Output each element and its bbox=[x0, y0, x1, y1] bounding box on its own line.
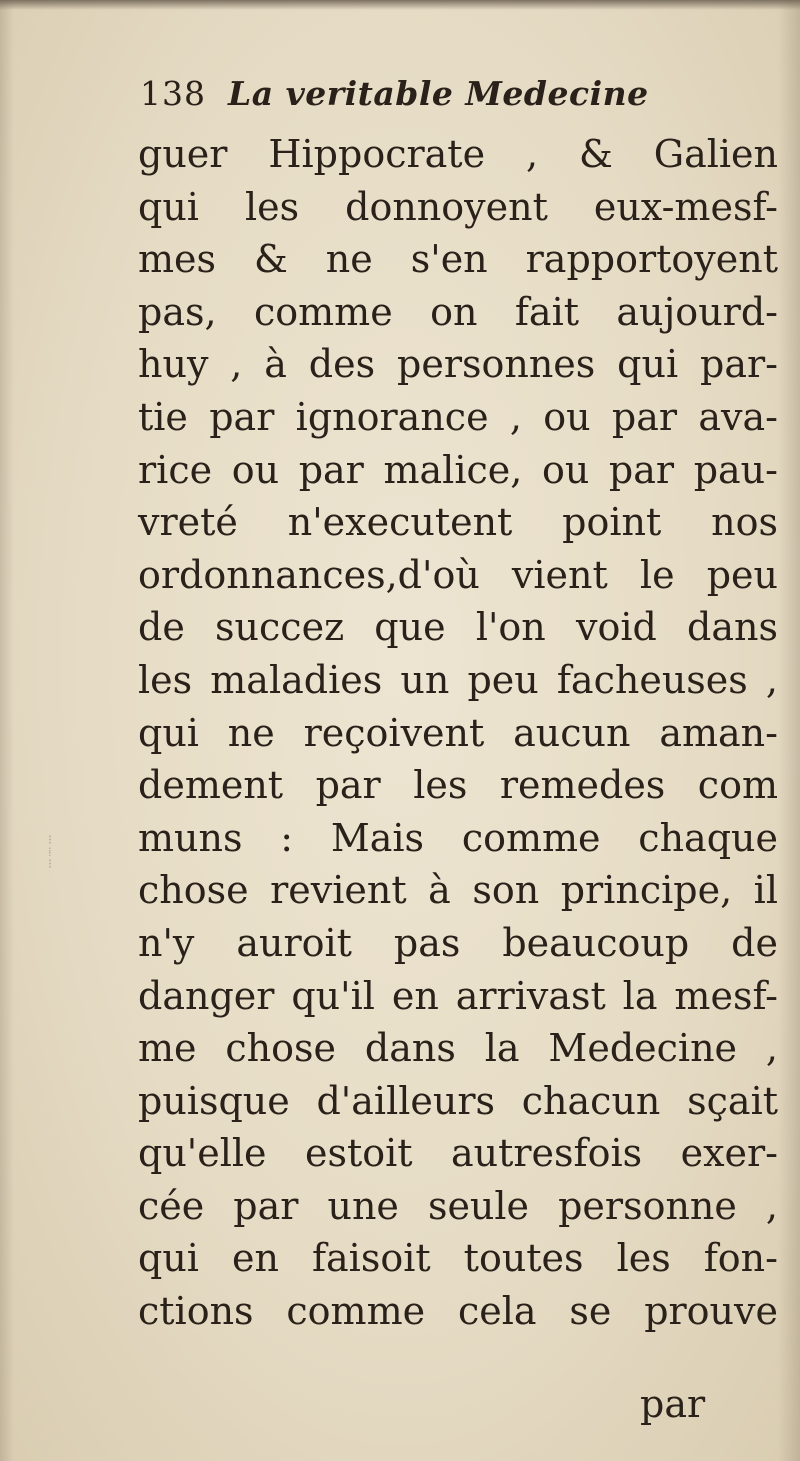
body-text bbox=[138, 128, 778, 1338]
text-line: puisque d'ailleurs chacun sçait bbox=[138, 1078, 778, 1123]
text-line: n'y auroit pas beaucoup de bbox=[138, 920, 778, 965]
text-line: me chose dans la Medecine , bbox=[138, 1026, 778, 1071]
text-line: danger qu'il en arrivast la mesf- bbox=[138, 973, 778, 1018]
page-top-edge bbox=[0, 0, 800, 10]
text-line: chose revient à son principe, il bbox=[138, 868, 778, 913]
page-fold-shadow bbox=[0, 0, 14, 1461]
page-number: 138 bbox=[140, 74, 206, 113]
page-header bbox=[140, 74, 649, 126]
text-line: de succez que l'on void dans bbox=[138, 605, 778, 650]
text-line: qu'elle estoit autresfois exer- bbox=[138, 1131, 778, 1176]
text-line: qui les donnoyent eux-mesf- bbox=[138, 184, 778, 229]
text-line: muns : Mais comme chaque bbox=[138, 815, 778, 860]
text-line: rice ou par malice, ou par pau- bbox=[138, 447, 778, 492]
text-line: qui ne reçoivent aucun aman- bbox=[138, 710, 778, 755]
running-title: La veritable Medecine bbox=[228, 74, 649, 113]
text-line: vreté n'executent point nos bbox=[138, 500, 778, 545]
text-line: les maladies un peu facheuses , bbox=[138, 657, 778, 702]
text-line: ctions comme cela se prouve bbox=[138, 1289, 778, 1334]
page-gutter-shadow bbox=[778, 0, 800, 1461]
text-line: qui en faisoit toutes les fon- bbox=[138, 1236, 778, 1281]
catchword: par bbox=[640, 1382, 706, 1426]
show-through-mark: ⁝ ⁞ ⁝ bbox=[48, 833, 53, 872]
text-line: guer Hippocrate , & Galien bbox=[138, 132, 778, 176]
text-line: huy , à des personnes qui par- bbox=[138, 342, 778, 387]
text-line: ordonnances,d'où vient le peu bbox=[138, 552, 778, 597]
text-line: tie par ignorance , ou par ava- bbox=[138, 394, 778, 439]
text-line: pas, comme on fait aujourd- bbox=[138, 289, 778, 334]
text-line: dement par les remedes com bbox=[138, 763, 778, 808]
text-line: mes & ne s'en rapportoyent bbox=[138, 237, 778, 282]
text-line: cée par une seule personne , bbox=[138, 1183, 778, 1228]
